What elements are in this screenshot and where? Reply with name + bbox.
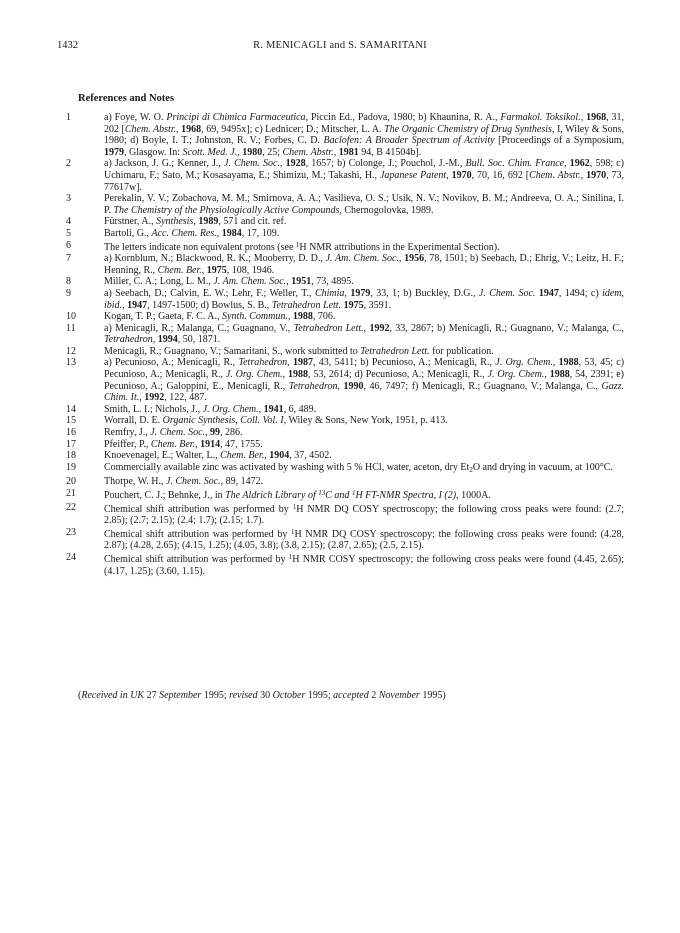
reference-number: 18 xyxy=(66,450,76,462)
reference-text: Perekalin, V. V.; Zobachova, M. M.; Smirnova, A. A.; Vasilieva, O. S.; Usik, N. V.; Novikov, B. M.; Andreeva, O. A.; Sinilina, I. P. The Chemistry of the Physiologically Active Compounds, Chernogolovka, 1989. xyxy=(104,193,624,216)
reference-number: 3 xyxy=(66,193,71,205)
reference-number: 11 xyxy=(66,322,76,334)
reference-number: 10 xyxy=(66,311,76,323)
reference-text: Kogan, T. P.; Gaeta, F. C. A., Synth. Commun., 1988, 706. xyxy=(104,311,336,323)
reference-item xyxy=(64,404,624,416)
reference-text: Chemical shift attribution was performed by $^1$H NMR DQ COSY spectroscopy; the following cross peaks were found: (4.28, 2.87); (4.28, 2.65); (4.15, 1.25); (4.05, 3.8); (3.8, 2.15); (2.87, 2.65); (2.5, 2.15). xyxy=(104,527,624,552)
reference-item xyxy=(64,439,624,451)
reference-item xyxy=(64,240,624,254)
reference-item xyxy=(64,476,624,488)
reference-text: Commercially available zinc was activated by washing with 5 % HCl, water, aceton, dry $Et_2O$ and drying in vacuum, at 100°C. xyxy=(104,461,613,474)
reference-number: 19 xyxy=(66,461,76,473)
page-number: 1432 xyxy=(57,40,78,51)
reference-item xyxy=(64,552,624,577)
reference-item xyxy=(64,193,624,216)
received-dates-note: (Received in UK 27 September 1995; revised 30 October 1995; accepted 2 November 1995) xyxy=(78,690,446,701)
reference-item xyxy=(64,346,624,358)
reference-text: Bartoli, G., Acc. Chem. Res., 1984, 17, 109. xyxy=(104,227,280,239)
reference-text: a) Menicagli, R.; Malanga, C.; Guagnano, V., Tetrahedron Lett., 1992, 33, 2867; b) Menicagli, R.; Guagnano, V.; Malanga, C., Tetrahedron, 1994, 50, 1871. xyxy=(104,322,624,346)
reference-text: Chemical shift attribution was performed by $^1$H NMR DQ COSY spectroscopy; the following cross peaks were found: (2.7; 2.85); (2.7; 2.15); (2.4; 1.7); (2.15; 1.7). xyxy=(104,502,624,527)
reference-text: a) Jackson, J. G.; Kenner, J., J. Chem. Soc., 1928, 1657; b) Colonge, J.; Pouchol, J.-M., Bull. Soc. Chim. France, 1962, 598; c) Uchimaru, F.; Sato, M.; Kosasayama, E.; Shimizu, M.; Takashi, H., Japanese Patent, 1970, 70, 16, 692 [Chem. Abstr., 1970, 73, 77617w]. xyxy=(104,158,625,193)
reference-number: 7 xyxy=(66,253,71,265)
reference-item xyxy=(64,450,624,462)
reference-number: 20 xyxy=(66,476,76,488)
reference-number: 17 xyxy=(66,438,76,450)
reference-item xyxy=(64,158,624,193)
reference-text: a) Foye, W. O. Principi di Chimica Farmaceutica, Piccin Ed., Padova, 1980; b) Khaunina, R. A., Farmakol. Toksikol., 1968, 31, 202 [Chem. Abstr., 1968, 69, 9495x]; c) Lednicer; D.; Mitscher, L. A. The Organic Chemistry of Drug Synthesis, I, Wiley & Sons, 1980; d) Boyle, I. T.; Johnston, R. V.; Forbes, C. D. Baclofen: A Broader Spectrum of Activity [Proceedings of a Symposium, 1979, Glasgow. In: Scott. Med. J., 1980, 25; Chem. Abstr., 1981 94, B 41504b]. xyxy=(104,112,625,158)
reference-item xyxy=(64,488,624,502)
reference-number: 16 xyxy=(66,427,76,439)
reference-text: Menicagli, R.; Guagnano, V.; Samaritani, S., work submitted to Tetrahedron Lett. for publication. xyxy=(104,345,494,357)
reference-number: 6 xyxy=(66,239,71,251)
reference-text: The letters indicate non equivalent protons (see $^1$H NMR attributions in the Experimental Section). xyxy=(104,240,500,253)
reference-number: 8 xyxy=(66,276,71,288)
running-head: R. MENICAGLI and S. SAMARITANI xyxy=(253,40,427,51)
reference-item xyxy=(64,276,624,288)
reference-text: Smith, L. I.; Nichols, J., J. Org. Chem., 1941, 6, 489. xyxy=(104,403,317,415)
reference-text: Pouchert, C. J.; Behnke, J., in The Aldrich Library of $^{13}$C and $^1$H FT-NMR Spectra, I (2), 1000A. xyxy=(104,489,491,501)
reference-item xyxy=(64,323,624,346)
reference-text: a) Pecunioso, A.; Menicagli, R., Tetrahedron, 1987, 43, 5411; b) Pecunioso, A.; Menicagli, R., J. Org. Chem., 1988, 53, 45; c) Pecunioso, A.; Menicagli, R., J. Org. Chem., 1988, 53, 2614; d) Pecunioso, A.; Menicagli, R., J. Org. Chem., 1988, 54, 2391; e) Pecunioso, A.; Galoppini, E., Menicagli, R., Tetrahedron, 1990, 46, 7497; f) Menicagli, R.; Guagnano, V.; Malanga, C., Gazz. Chim. It., 1992, 122, 487. xyxy=(104,357,625,404)
reference-item xyxy=(64,502,624,527)
reference-text: Thorpe, W. H., J. Chem. Soc., 89, 1472. xyxy=(104,476,264,488)
reference-number: 12 xyxy=(66,345,76,357)
reference-number: 14 xyxy=(66,403,76,415)
reference-text: Worrall, D. E. Organic Synthesis, Coll. Vol. I, Wiley & Sons, New York, 1951, p. 413. xyxy=(104,415,448,427)
reference-text: Fürstner, A., Synthesis, 1989, 571 and cit. ref. xyxy=(104,216,287,228)
reference-item xyxy=(64,112,624,158)
reference-text: Pfeiffer, P., Chem. Ber., 1914, 47, 1755. xyxy=(104,438,263,450)
reference-item xyxy=(64,357,624,403)
reference-number: 22 xyxy=(66,501,76,513)
reference-text: Remfry, J., J. Chem. Soc., 99, 286. xyxy=(104,427,243,439)
reference-number: 4 xyxy=(66,216,71,228)
reference-number: 23 xyxy=(66,526,76,538)
reference-text: a) Kornblum, N.; Blackwood, R. K.; Mooberry, D. D., J. Am. Chem. Soc., 1956, 78, 1501; b) Seebach, D.; Ehrig, V.; Leitz, H. F.; Henning, R., Chem. Ber., 1975, 108, 1946. xyxy=(104,253,625,276)
reference-item xyxy=(64,527,624,552)
reference-number: 1 xyxy=(66,112,71,123)
section-title: References and Notes xyxy=(78,93,175,104)
reference-item xyxy=(64,311,624,323)
reference-number: 2 xyxy=(66,158,71,170)
reference-list xyxy=(64,112,624,577)
reference-number: 5 xyxy=(66,227,71,239)
reference-text: Knoevenagel, E.; Walter, L., Chem. Ber., 1904, 37, 4502. xyxy=(104,450,332,462)
reference-number: 24 xyxy=(66,551,76,563)
reference-item xyxy=(64,427,624,439)
reference-item xyxy=(64,288,624,311)
reference-number: 13 xyxy=(66,357,76,369)
reference-item xyxy=(64,253,624,276)
reference-text: Chemical shift attribution was performed by $^1$H NMR COSY spectroscopy; the following cross peaks were found (4.45, 2.65); (4.17, 1.25); (3.60, 1.15). xyxy=(104,552,624,577)
reference-item xyxy=(64,216,624,228)
reference-number: 15 xyxy=(66,415,76,427)
reference-number: 9 xyxy=(66,287,71,299)
reference-number: 21 xyxy=(66,488,76,499)
reference-item xyxy=(64,228,624,240)
reference-text: Miller, C. A.; Long, L. M., J. Am. Chem. Soc., 1951, 73, 4895. xyxy=(104,276,354,288)
reference-item xyxy=(64,415,624,427)
reference-text: a) Seebach, D.; Calvin, E. W.; Lehr, F.; Weller, T., Chimia, 1979, 33, 1; b) Buckley, D.G., J. Chem. Soc. 1947, 1494; c) idem, ibid., 1947, 1497-1500; d) Bowlus, S. B., Tetrahedron Lett. 1975, 3591. xyxy=(104,287,625,311)
reference-item xyxy=(64,462,624,477)
